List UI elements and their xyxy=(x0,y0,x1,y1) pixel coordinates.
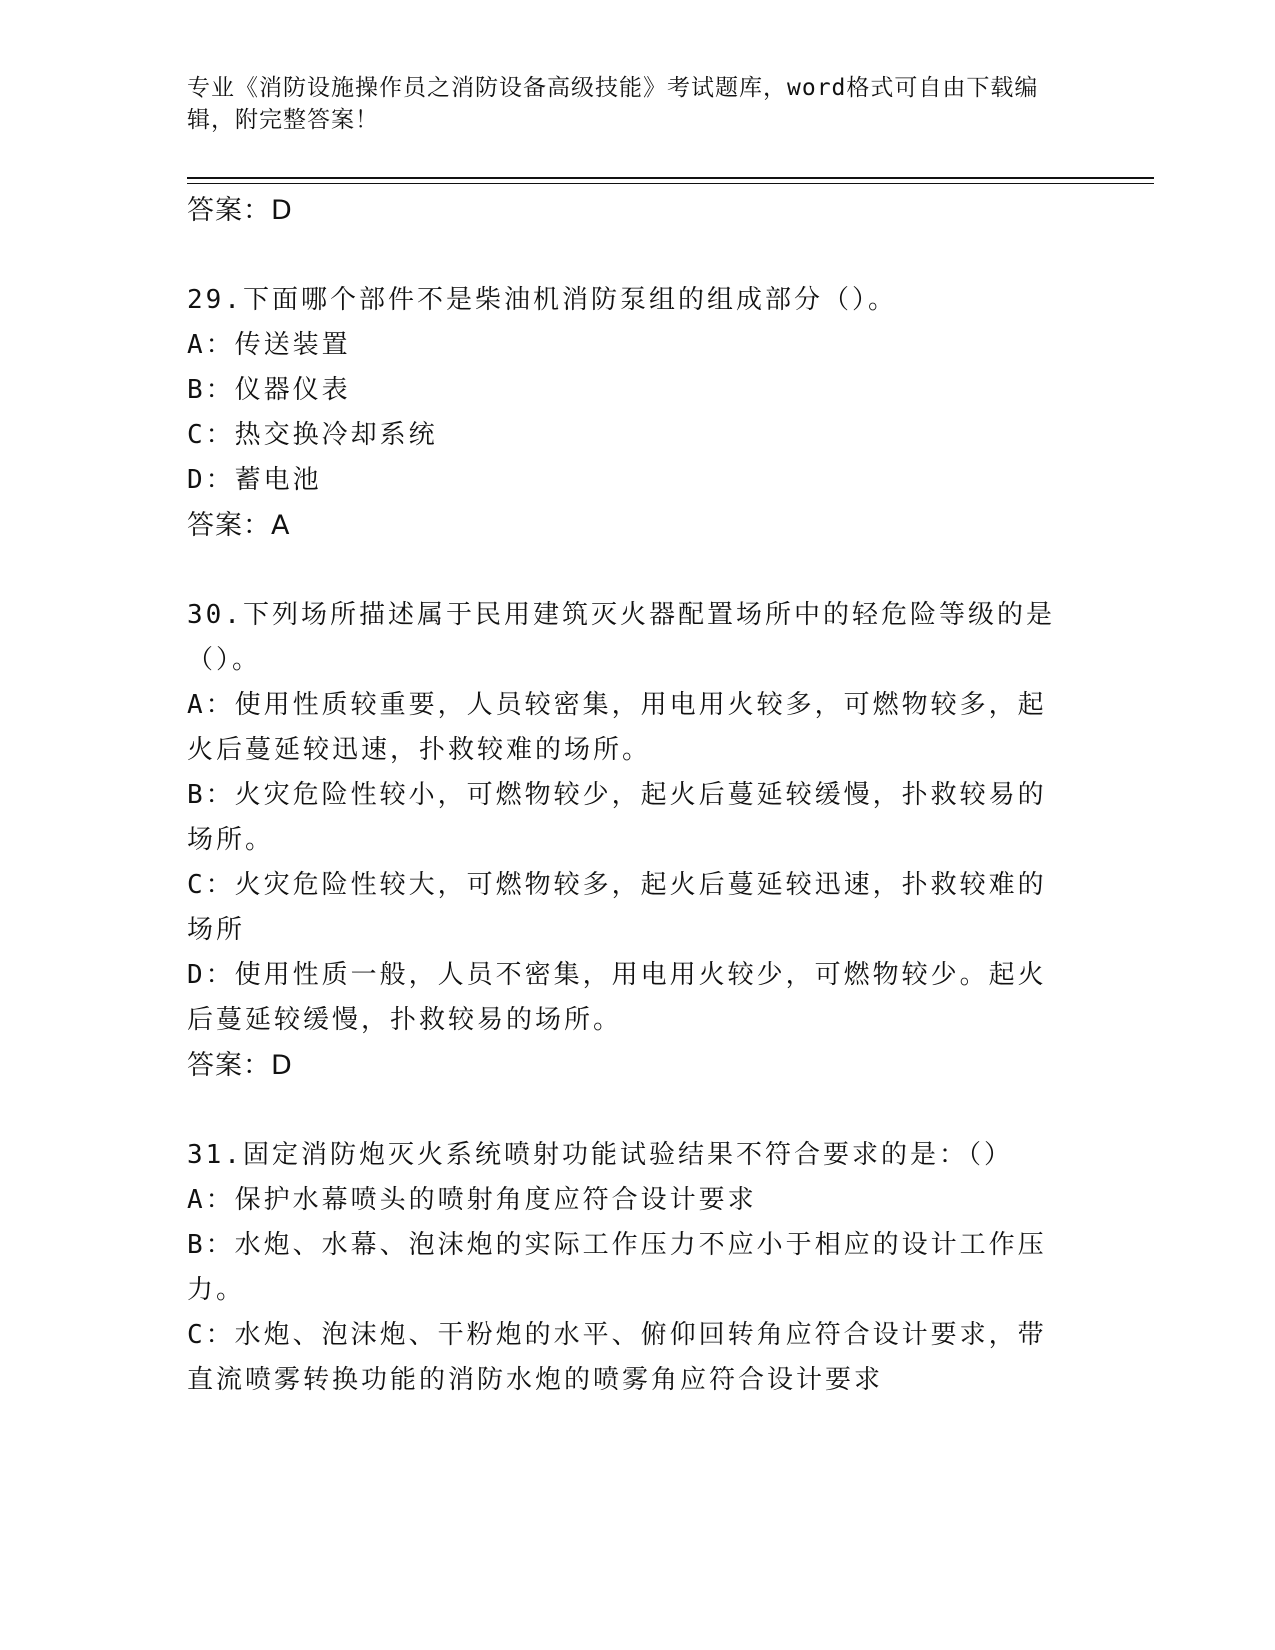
option-c: C：水炮、泡沫炮、干粉炮的水平、俯仰回转角应符合设计要求，带直流喷雾转换功能的消防水炮的喷雾角应符合设计要求 xyxy=(187,1320,1047,1395)
option-b: B：火灾危险性较小，可燃物较少，起火后蔓延较缓慢，扑救较易的场所。 xyxy=(187,780,1047,855)
question-30 xyxy=(187,593,1067,1089)
option-d: D：蓄电池 xyxy=(187,465,322,495)
option-b: B：水炮、水幕、泡沫炮的实际工作压力不应小于相应的设计工作压力。 xyxy=(187,1230,1047,1305)
answer: 答案：D xyxy=(187,1050,293,1081)
option-c: C：热交换冷却系统 xyxy=(187,420,438,450)
option-a: A：传送装置 xyxy=(187,330,351,360)
question-29 xyxy=(187,278,1067,549)
option-a: A：保护水幕喷头的喷射角度应符合设计要求 xyxy=(187,1185,757,1215)
question-31 xyxy=(187,1133,1067,1403)
option-b: B：仪器仪表 xyxy=(187,375,351,405)
page-header: 专业《消防设施操作员之消防设备高级技能》考试题库，word格式可自由下载编辑，附完整答案！ xyxy=(187,75,1039,133)
option-c: C：火灾危险性较大，可燃物较多，起火后蔓延较迅速，扑救较难的场所 xyxy=(187,870,1047,945)
answer-previous: 答案：D xyxy=(187,195,293,226)
question-text: 30.下列场所描述属于民用建筑灭火器配置场所中的轻危险等级的是（）。 xyxy=(187,600,1055,675)
question-text: 29.下面哪个部件不是柴油机消防泵组的组成部分（）。 xyxy=(187,285,897,315)
option-a: A：使用性质较重要，人员较密集，用电用火较多，可燃物较多，起火后蔓延较迅速，扑救较难的场所。 xyxy=(187,690,1047,765)
question-text: 31.固定消防炮灭火系统喷射功能试验结果不符合要求的是：（） xyxy=(187,1140,1013,1170)
option-d: D：使用性质一般，人员不密集，用电用火较少，可燃物较少。起火后蔓延较缓慢，扑救较易的场所。 xyxy=(187,960,1047,1035)
answer: 答案：A xyxy=(187,510,291,541)
header-divider-thin xyxy=(187,183,1154,184)
header-divider xyxy=(187,177,1154,179)
question-list xyxy=(187,188,1067,1403)
